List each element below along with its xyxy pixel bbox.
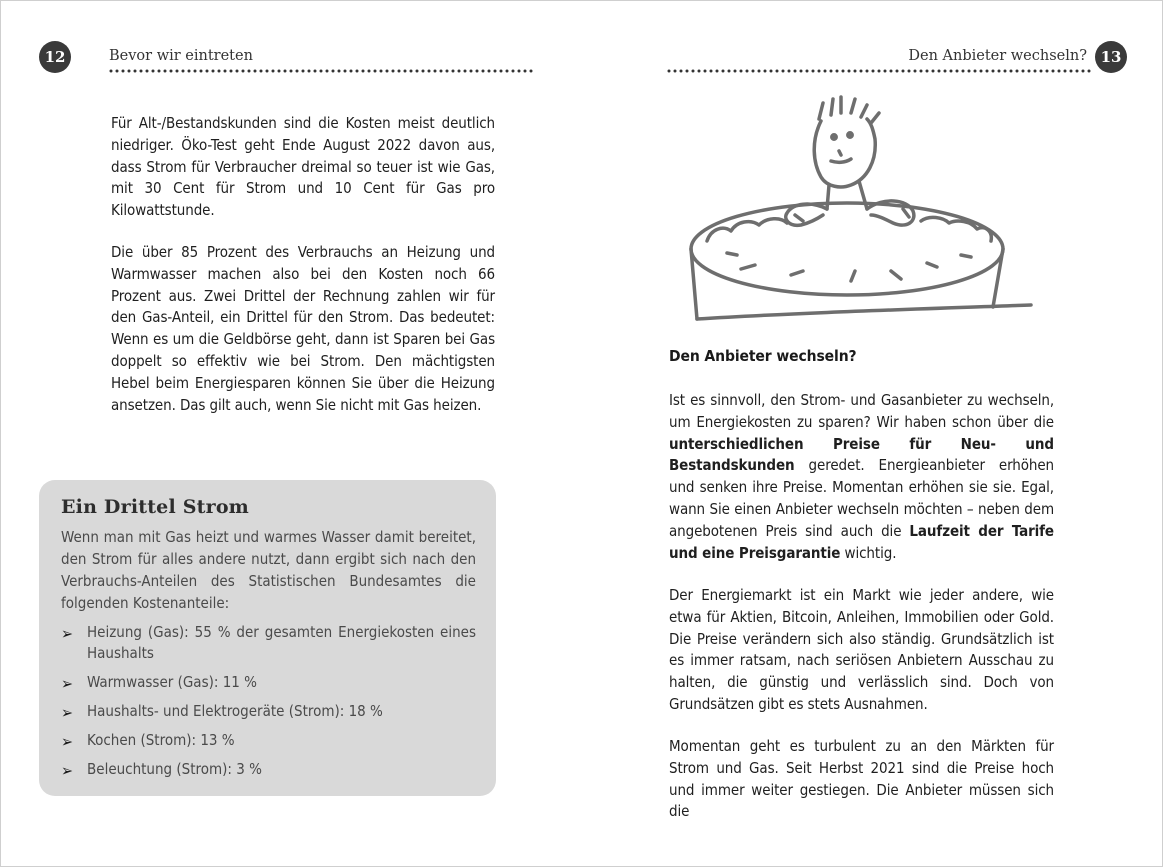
arrow-bullet-icon: ➢ bbox=[61, 761, 74, 780]
arrow-bullet-icon: ➢ bbox=[61, 674, 74, 693]
running-head: Den Anbieter wechseln? bbox=[908, 48, 1087, 64]
list-item bbox=[61, 622, 476, 664]
right-page bbox=[582, 1, 1162, 866]
dotted-rule bbox=[667, 68, 1097, 74]
bold-text-segment: Laufzeit der Tarife und eine Preisgarantie bbox=[669, 521, 1054, 562]
page-number-badge: 12 bbox=[39, 41, 71, 73]
left-page-header bbox=[39, 41, 501, 81]
list-item-text: Kochen (Strom): 13 % bbox=[87, 731, 235, 749]
list-item bbox=[61, 672, 476, 693]
list-item-text: Warmwasser (Gas): 11 % bbox=[87, 673, 257, 691]
body-paragraph: Für Alt-/Bestandskunden sind die Kosten meist deutlich niedriger. Öko-Test geht Ende August 2022 davon aus, dass Strom für Verbraucher dreimal so teuer ist wie Gas, mit 30 Cent für Strom und 10 Cent für Gas pro Kilowattstunde. bbox=[111, 114, 495, 220]
info-box-title: Ein Drittel Strom bbox=[61, 496, 249, 518]
text-segment: Ist es sinnvoll, den Strom- und Gasanbieter zu wechseln, um Energiekosten zu sparen? Wir haben schon über die bbox=[669, 391, 1054, 431]
body-paragraph: Der Energiemarkt ist ein Markt wie jeder andere, wie etwa für Aktien, Bitcoin, Anleihen, Immobilien oder Gold. Die Preise verändern sich also ständig. Grundsätzlich ist es immer ratsam, nach seriösen Anbietern Ausschau zu halten, die günstig und verlässlich sind. Doch von Grundsätzen gibt es stets Ausnahmen. bbox=[669, 586, 1054, 713]
info-box bbox=[39, 480, 496, 796]
list-item-text: Beleuchtung (Strom): 3 % bbox=[87, 760, 262, 778]
body-paragraph: Die über 85 Prozent des Verbrauchs an Heizung und Warmwasser machen also bei den Kosten noch 66 Prozent aus. Zwei Drittel der Rechnung zahlen wir für den Gas-Anteil, ein Drittel für den Strom. Das bedeutet: Wenn es um die Geldbörse geht, dann ist Sparen bei Gas doppelt so effektiv wie bei Strom. Den mächtigsten Hebel beim Energiesparen können Sie über die Heizung ansetzen. Das gilt auch, wenn Sie nicht mit Gas heizen. bbox=[111, 243, 495, 414]
page-number-badge: 13 bbox=[1095, 41, 1127, 73]
right-page-header bbox=[667, 41, 1127, 81]
body-paragraph: Momentan geht es turbulent zu an den Märkten für Strom und Gas. Seit Herbst 2021 sind die Preise hoch und immer weiter gestiegen. Die Anbieter müssen sich die bbox=[669, 737, 1054, 821]
body-paragraph bbox=[669, 390, 1054, 564]
arrow-bullet-icon: ➢ bbox=[61, 732, 74, 751]
arrow-bullet-icon: ➢ bbox=[61, 624, 74, 643]
section-heading: Den Anbieter wechseln? bbox=[669, 347, 857, 365]
list-item bbox=[61, 730, 476, 751]
info-box-intro: Wenn man mit Gas heizt und warmes Wasser damit bereitet, den Strom für alles andere nutzt, dann ergibt sich nach den Verbrauchs-Anteilen des Statistischen Bundesamtes die folgenden Kostenanteile: bbox=[61, 528, 476, 612]
left-page bbox=[1, 1, 582, 866]
list-item-text: Haushalts- und Elektrogeräte (Strom): 18 % bbox=[87, 702, 383, 720]
text-segment: wichtig. bbox=[840, 543, 897, 562]
list-item bbox=[61, 759, 476, 780]
arrow-bullet-icon: ➢ bbox=[61, 703, 74, 722]
list-item bbox=[61, 701, 476, 722]
running-head: Bevor wir eintreten bbox=[109, 48, 253, 64]
bold-text-segment: unterschiedlichen Preise für Neu- und Bestandskunden bbox=[669, 434, 1054, 475]
person-in-water-barrel-illustration bbox=[671, 91, 1061, 331]
cost-share-list bbox=[61, 622, 476, 780]
list-item-text: Heizung (Gas): 55 % der gesamten Energiekosten eines Haushalts bbox=[87, 623, 476, 662]
text-segment: geredet. Energieanbieter erhöhen und senken ihre Preise. Momentan erhöhen sie sie. Egal, wann Sie einen Anbieter wechseln möchten – neben dem angebotenen Preis sind auch die bbox=[669, 456, 1054, 540]
dotted-rule bbox=[109, 68, 539, 74]
